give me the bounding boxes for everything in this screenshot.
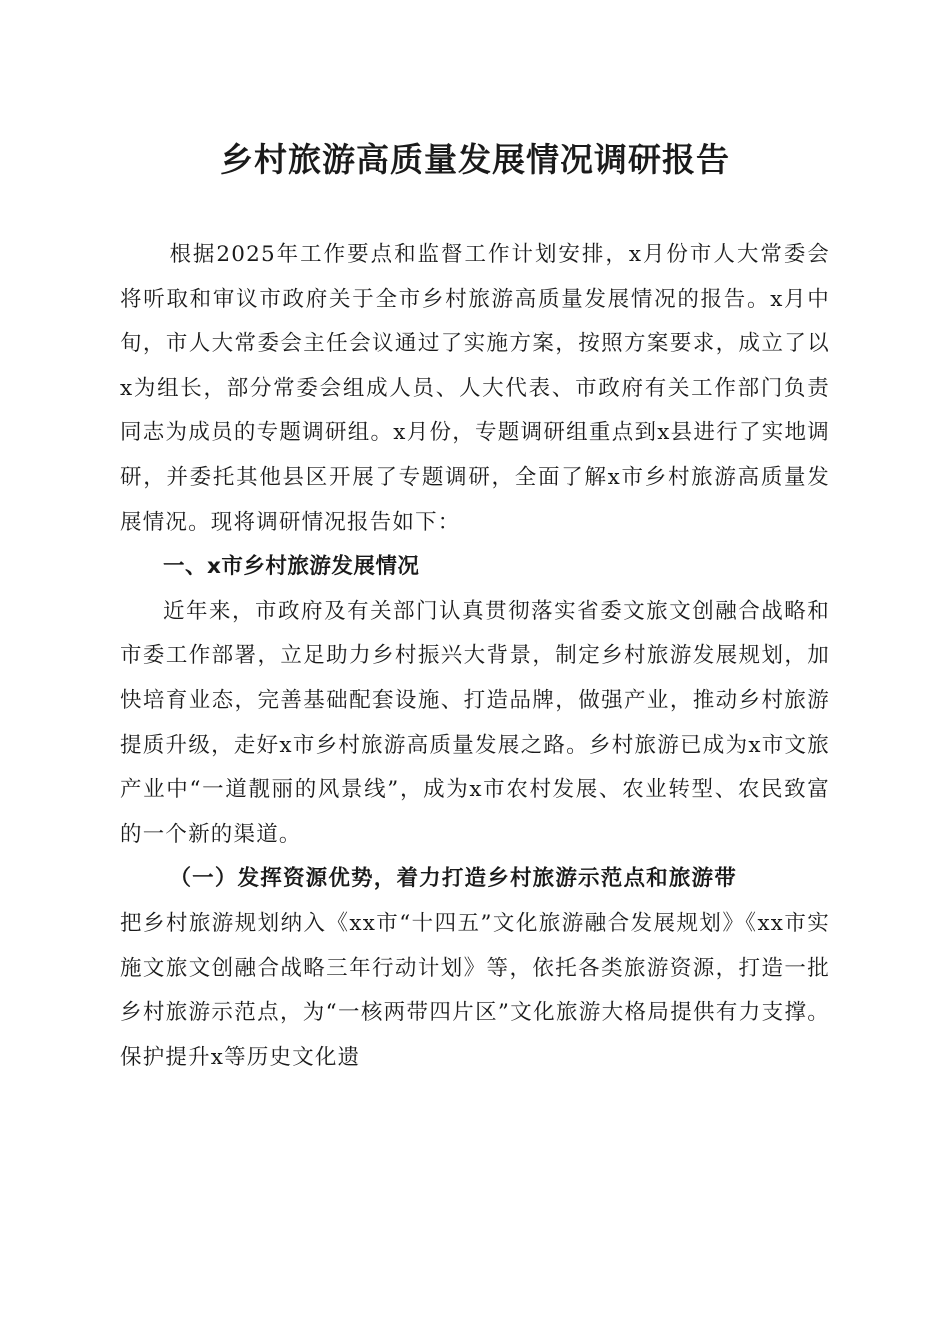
section-1-paragraph: 近年来，市政府及有关部门认真贯彻落实省委文旅文创融合战略和市委工作部署，立足助力乡村振兴大背景，制定乡村旅游发展规划，加快培育业态，完善基础配套设施、打造品牌，做强产业，推动乡村旅游提质升级，走好x市乡村旅游高质量发展之路。乡村旅游已成为x市文旅产业中“一道靓丽的风景线”，成为x市农村发展、农业转型、农民致富的一个新的渠道。 xyxy=(120,598,830,847)
document-body xyxy=(120,233,830,1080)
subsection-heading-1: （一）发挥资源优势，着力打造乡村旅游示范点和旅游带 xyxy=(169,866,737,892)
document-title: 乡村旅游高质量发展情况调研报告 xyxy=(220,140,730,179)
section-heading-1: 一、x市乡村旅游发展情况 xyxy=(163,554,420,580)
intro-paragraph: 根据2025年工作要点和监督工作计划安排，x月份市人大常委会将听取和审议市政府关于全市乡村旅游高质量发展情况的报告。x月中旬，市人大常委会主任会议通过了实施方案，按照方案要求，成立了以x为组长，部分常委会组成人员、人大代表、市政府有关工作部门负责同志为成员的专题调研组。x月份，专题调研组重点到x县进行了实地调研，并委托其他县区开展了专题调研，全面了解x市乡村旅游高质量发展情况。现将调研情况报告如下： xyxy=(120,242,830,535)
subsection-1-paragraph: 把乡村旅游规划纳入《xx市“十四五”文化旅游融合发展规划》《xx市实施文旅文创融合战略三年行动计划》等，依托各类旅游资源，打造一批乡村旅游示范点，为“一核两带四片区”文化旅游大格局提供有力支撑。保护提升x等历史文化遗 xyxy=(120,910,830,1070)
